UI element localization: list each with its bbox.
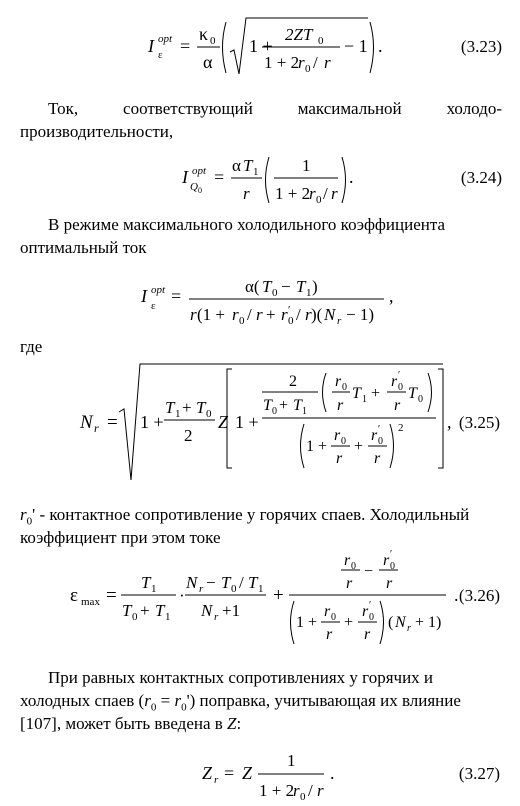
svg-text:=: = (214, 167, 225, 187)
svg-text:r: r (344, 552, 351, 569)
svg-text:2: 2 (289, 373, 297, 390)
svg-text:′: ′ (390, 549, 393, 560)
svg-text:r: r (293, 781, 300, 800)
svg-text:N: N (324, 305, 336, 324)
svg-text:r: r (336, 450, 343, 467)
symbol-r: r (144, 691, 151, 710)
svg-text:0: 0 (210, 35, 216, 47)
svg-text:+: + (354, 438, 364, 455)
subscript: 0 (150, 701, 157, 714)
svg-text:r: r (394, 397, 401, 414)
svg-text:r: r (407, 623, 411, 634)
svg-text:1: 1 (302, 156, 311, 175)
paragraph-line: При равных контактных сопротивлениях у горячих и (48, 668, 434, 687)
svg-text:ε: ε (158, 49, 163, 61)
svg-text:0: 0 (206, 408, 212, 420)
paragraph-text: ') поправка, учитывающая их влияние (186, 691, 461, 710)
svg-text:opt: opt (158, 33, 173, 45)
svg-text:0: 0 (369, 612, 374, 623)
svg-text:− 1: − 1 (344, 36, 368, 56)
svg-text:α(: α( (245, 277, 260, 296)
svg-text:,: , (447, 412, 452, 432)
svg-text:1: 1 (306, 287, 312, 299)
svg-text:+: + (140, 601, 150, 620)
svg-text:)(: )( (311, 305, 323, 324)
paragraph-line: коэффициент при этом токе (20, 528, 221, 547)
svg-text:r: r (214, 774, 219, 786)
svg-text:.: . (454, 585, 459, 605)
svg-text:κ: κ (199, 24, 209, 44)
svg-text:r: r (374, 450, 381, 467)
paragraph-text: [107], может быть введена в (20, 714, 228, 733)
svg-text:0: 0 (390, 561, 395, 572)
svg-text:−: − (281, 277, 291, 296)
svg-text:T: T (196, 398, 206, 417)
svg-text:/: / (239, 573, 244, 592)
svg-text:N: N (395, 614, 406, 631)
svg-text:+ 1): + 1) (415, 614, 442, 631)
svg-text:+: + (371, 385, 381, 402)
svg-text:r: r (214, 611, 219, 623)
paragraph-text: : (236, 714, 242, 733)
svg-text:T: T (263, 397, 272, 414)
svg-text:): ) (312, 277, 318, 296)
symbol-r: r (20, 505, 27, 524)
svg-text:I: I (148, 36, 154, 56)
svg-text:1: 1 (258, 583, 264, 595)
svg-text:0: 0 (342, 382, 347, 393)
svg-text:1: 1 (287, 751, 296, 770)
equation-number: (3.27) (458, 764, 500, 783)
svg-text:1 + 2: 1 + 2 (259, 781, 295, 800)
svg-text:r: r (335, 373, 342, 390)
svg-text:r: r (337, 397, 344, 414)
paragraph-line: оптимальный ток (20, 238, 147, 257)
svg-text:′: ′ (369, 600, 372, 611)
svg-text:r: r (298, 53, 305, 72)
svg-text:Z: Z (202, 763, 213, 783)
paragraph-line: производительности, (20, 122, 174, 141)
svg-text:r: r (346, 575, 353, 592)
svg-text:α: α (232, 156, 241, 175)
svg-text:T: T (243, 156, 253, 175)
svg-text:(: ( (388, 614, 394, 631)
svg-text:r: r (326, 626, 333, 643)
svg-text:=: = (171, 286, 182, 306)
svg-text:T: T (155, 601, 165, 620)
svg-text:/: / (308, 781, 313, 800)
word: холодо- (446, 99, 502, 118)
svg-text:r: r (256, 305, 263, 324)
svg-text:1: 1 (362, 394, 367, 405)
svg-text:/: / (323, 184, 328, 203)
svg-text:Z: Z (218, 412, 229, 432)
svg-text:r: r (391, 373, 398, 390)
svg-text:r: r (94, 421, 99, 435)
svg-text:r: r (243, 184, 250, 203)
svg-text:I: I (182, 167, 188, 187)
svg-text:′: ′ (288, 304, 291, 316)
equation-number: (3.26) (458, 586, 500, 605)
svg-text:0: 0 (378, 436, 383, 447)
svg-text:0: 0 (132, 611, 138, 623)
svg-text:T: T (293, 397, 302, 414)
svg-text:/: / (296, 305, 301, 324)
svg-text:r: r (324, 53, 331, 72)
svg-text:0: 0 (300, 791, 306, 803)
svg-text:Q: Q (190, 181, 198, 193)
svg-text:r: r (305, 305, 312, 324)
svg-text:1 +: 1 + (306, 438, 328, 455)
symbol-z: Z (227, 714, 237, 733)
svg-text:T: T (141, 573, 151, 592)
paragraph-line: холодных спаев $(r_0 = r_0')$ поправка, учитывающая их влияние (20, 691, 461, 714)
symbol-r: r (174, 691, 182, 710)
svg-text:r: r (281, 305, 288, 324)
svg-text:r: r (331, 184, 338, 203)
svg-text:r: r (232, 305, 239, 324)
svg-text:·: · (179, 586, 185, 605)
word: Ток, (48, 99, 79, 118)
svg-text:′: ′ (378, 424, 381, 435)
paragraph-text: ' - контактное сопротивление у горячих спаев. Холодильный (32, 505, 470, 524)
svg-text:1 +: 1 + (140, 412, 164, 432)
svg-text:0: 0 (398, 382, 403, 393)
equation-number: (3.23) (460, 37, 502, 56)
equation-number: (3.25) (458, 413, 500, 432)
svg-text:2: 2 (184, 426, 193, 445)
svg-text:0: 0 (305, 63, 311, 75)
svg-text:N: N (201, 601, 213, 620)
svg-text:opt: opt (192, 165, 207, 177)
svg-text:T: T (221, 573, 231, 592)
svg-text:.: . (330, 763, 335, 783)
svg-text:opt: opt (151, 284, 166, 296)
equation-number: (3.24) (460, 168, 502, 187)
svg-text:/: / (247, 305, 252, 324)
svg-text:0: 0 (331, 612, 336, 623)
svg-text:+: + (266, 305, 276, 324)
subscript: 0 (26, 515, 33, 528)
svg-text:N: N (80, 412, 93, 433)
svg-text:α: α (203, 52, 213, 72)
svg-text:− 1): − 1) (346, 305, 374, 324)
svg-text:′: ′ (398, 370, 401, 381)
svg-text:r: r (364, 626, 371, 643)
svg-text:1: 1 (302, 406, 307, 417)
svg-text:+: + (182, 398, 192, 417)
svg-text:ε: ε (151, 300, 156, 312)
svg-text:T: T (262, 277, 272, 296)
svg-text:1 + 2: 1 + 2 (264, 53, 300, 72)
word: соответствующий (123, 99, 253, 118)
svg-text:0: 0 (288, 315, 294, 327)
svg-text:r: r (309, 184, 316, 203)
svg-text:1 +: 1 + (249, 36, 273, 56)
svg-text:0: 0 (239, 315, 245, 327)
svg-text:0: 0 (272, 287, 278, 299)
svg-text:+1: +1 (222, 601, 241, 620)
svg-text:r: r (383, 552, 390, 569)
svg-text:T: T (165, 398, 175, 417)
svg-text:T: T (408, 385, 417, 402)
svg-text:T: T (352, 385, 361, 402)
svg-text:0: 0 (316, 194, 322, 206)
svg-text:,: , (389, 286, 394, 306)
svg-text:/: / (313, 53, 318, 72)
svg-text:.: . (349, 167, 354, 187)
svg-text:+: + (344, 614, 354, 631)
svg-text:.: . (378, 36, 383, 56)
svg-text:=: = (180, 36, 191, 56)
svg-text:1 +: 1 + (235, 412, 259, 432)
subscript: 0 (181, 701, 187, 714)
svg-text:T: T (296, 277, 306, 296)
svg-text:T: T (248, 573, 258, 592)
paragraph-line: В режиме максимального холодильного коэффициента (48, 215, 446, 234)
svg-text:r: r (199, 583, 204, 595)
svg-text:1 +: 1 + (296, 614, 318, 631)
svg-text:1: 1 (253, 166, 259, 178)
svg-text:max: max (81, 596, 100, 608)
svg-text:1 + 2: 1 + 2 (275, 184, 311, 203)
svg-text:=: = (224, 763, 235, 783)
svg-text:−: − (206, 573, 216, 592)
paragraph-line: где (20, 337, 43, 356)
svg-text:=: = (106, 585, 117, 606)
svg-text:1: 1 (165, 611, 171, 623)
svg-text:1: 1 (151, 583, 157, 595)
svg-text:r: r (317, 781, 324, 800)
svg-text:(1 +: (1 + (197, 305, 225, 324)
svg-text:I: I (141, 286, 147, 306)
svg-text:0: 0 (351, 561, 356, 572)
svg-text:1: 1 (175, 408, 181, 420)
svg-text:N: N (186, 573, 198, 592)
svg-text:+: + (279, 397, 289, 414)
svg-text:r: r (334, 427, 341, 444)
svg-text:−: − (364, 563, 374, 580)
word: максимальной (297, 99, 402, 118)
paragraph-text: холодных спаев ( (20, 691, 145, 710)
svg-text:0: 0 (418, 394, 423, 405)
svg-text:r: r (190, 305, 197, 324)
svg-text:2ZT: 2ZT (285, 25, 313, 44)
svg-text:Z: Z (242, 763, 253, 783)
svg-text:T: T (122, 601, 132, 620)
svg-text:0: 0 (231, 583, 237, 595)
svg-text:r: r (386, 575, 393, 592)
svg-text:ε: ε (70, 585, 78, 606)
svg-text:r: r (337, 315, 342, 327)
svg-text:0: 0 (198, 186, 202, 195)
svg-text:r: r (371, 427, 378, 444)
svg-text:=: = (107, 412, 118, 433)
svg-text:0: 0 (318, 35, 324, 47)
svg-text:+: + (273, 585, 284, 606)
svg-text:0: 0 (341, 436, 346, 447)
svg-text:2: 2 (398, 422, 404, 434)
svg-text:r: r (324, 603, 331, 620)
svg-text:0: 0 (272, 406, 277, 417)
svg-text:r: r (362, 603, 369, 620)
